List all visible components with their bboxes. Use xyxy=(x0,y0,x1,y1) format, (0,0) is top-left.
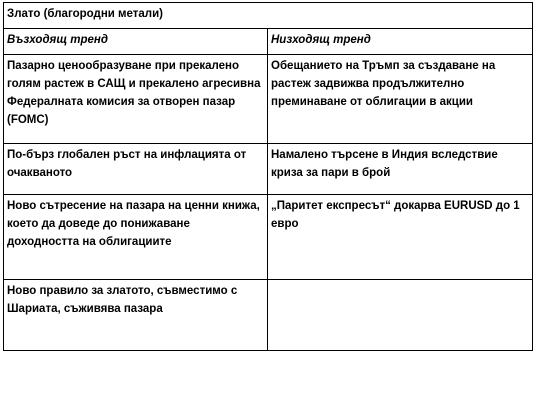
uptrend-cell: Ново правило за златото, съвместимо с Шариата, съживява пазара xyxy=(4,280,268,351)
downtrend-cell: Намалено търсене в Индия вследствие криза за пари в брой xyxy=(268,144,533,195)
downtrend-cell xyxy=(268,280,533,351)
table-title-row xyxy=(4,3,533,29)
table-row xyxy=(4,195,533,280)
downtrend-cell: Обещанието на Тръмп за създаване на растеж задвижва продължително преминаване от облигации в акции xyxy=(268,55,533,144)
uptrend-cell: Ново сътресение на пазара на ценни книжа, което да доведе до понижаване доходността на облигациите xyxy=(4,195,268,280)
gold-trends-table xyxy=(3,2,533,351)
table-row xyxy=(4,280,533,351)
table-header-row xyxy=(4,29,533,55)
table-row xyxy=(4,55,533,144)
table-row xyxy=(4,144,533,195)
downtrend-cell: „Паритет експресът“ докарва EURUSD до 1 евро xyxy=(268,195,533,280)
header-downtrend: Низходящ тренд xyxy=(268,29,533,55)
header-uptrend: Възходящ тренд xyxy=(4,29,268,55)
uptrend-cell: По-бърз глобален ръст на инфлацията от очакваното xyxy=(4,144,268,195)
table-title: Злато (благородни метали) xyxy=(4,3,533,29)
uptrend-cell: Пазарно ценообразуване при прекалено голям растеж в САЩ и прекалено агресивна Федералната комисия за отворен пазар (FOMC) xyxy=(4,55,268,144)
